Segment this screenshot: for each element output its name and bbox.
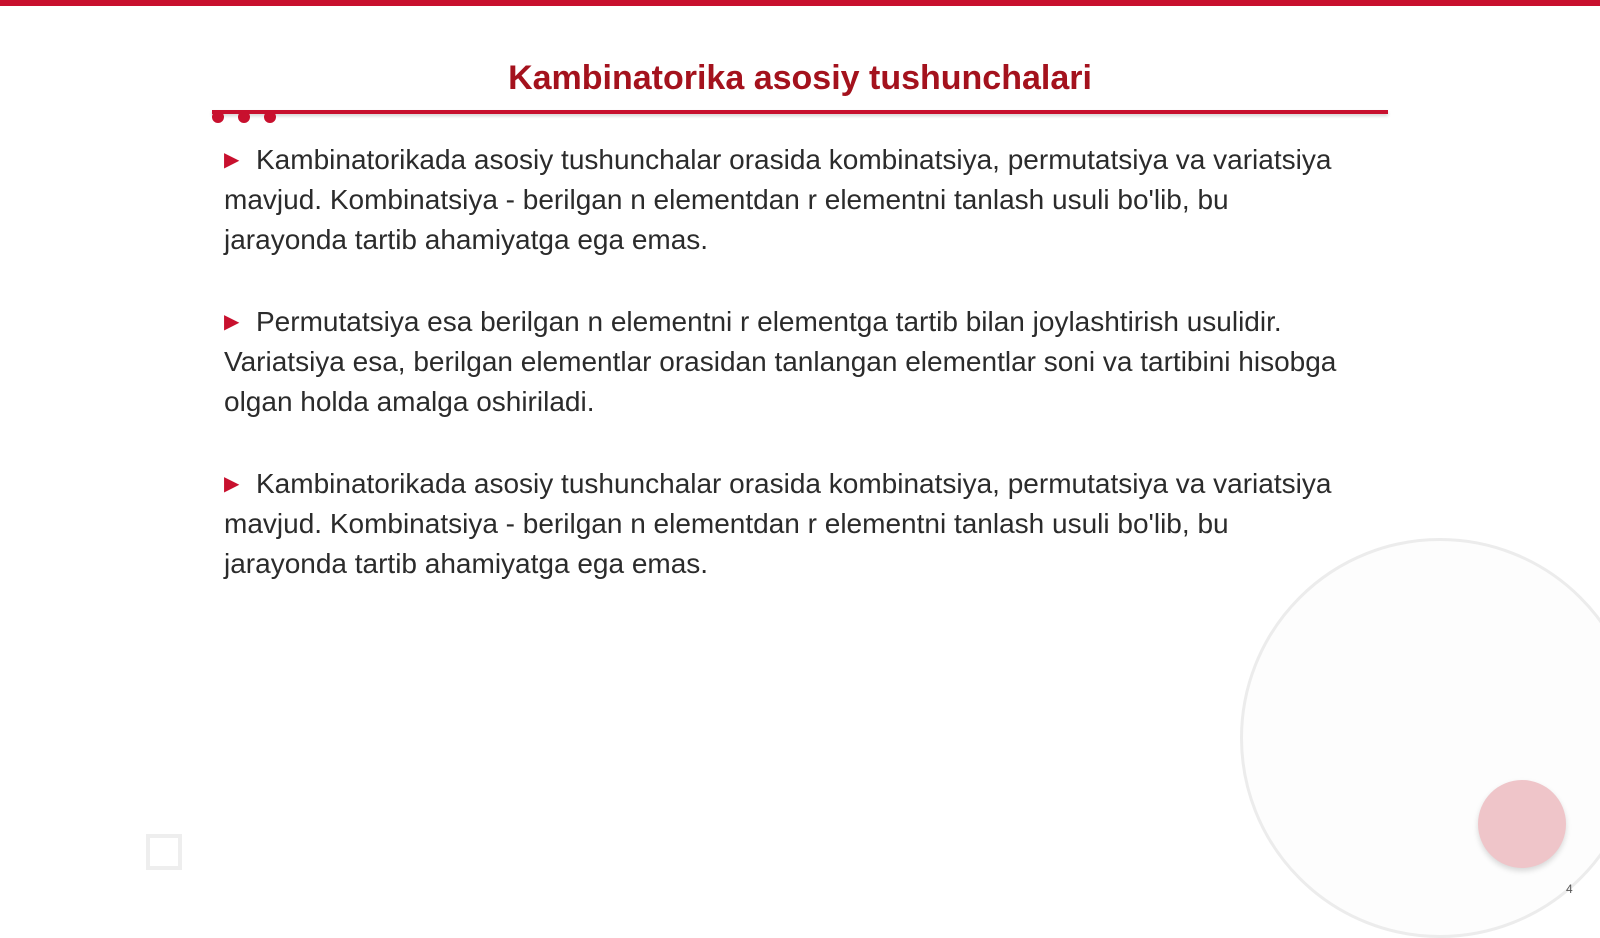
- bullet-text: Kambinatorikada asosiy tushunchalar orasida kombinatsiya, permutatsiya va variatsiya mavjud. Kombinatsiya - berilgan n elementdan r elementni tanlash usuli bo'lib, bu jarayonda tartib ahamiyatga ega emas.: [224, 144, 1332, 255]
- bullet-text: Permutatsiya esa berilgan n elementni r elementga tartib bilan joylashtirish usulidir. Variatsiya esa, berilgan elementlar orasidan tanlangan elementlar soni va tartibini hisobga olgan holda amalga oshiriladi.: [224, 306, 1337, 417]
- triangle-bullet-icon: ▶: [224, 149, 240, 171]
- triangle-bullet-icon: ▶: [224, 473, 240, 495]
- underline-dot: [212, 111, 224, 123]
- triangle-bullet-icon: ▶: [224, 311, 240, 333]
- decorative-circle: [1478, 780, 1566, 868]
- underline-dot: [264, 111, 276, 123]
- slide-content: [224, 140, 1344, 626]
- bullet-item: [224, 140, 1344, 260]
- underline-dot: [238, 111, 250, 123]
- top-accent-bar: [0, 0, 1600, 6]
- page-number: 4: [1566, 882, 1573, 896]
- bullet-text: Kambinatorikada asosiy tushunchalar orasida kombinatsiya, permutatsiya va variatsiya mavjud. Kombinatsiya - berilgan n elementdan r elementni tanlash usuli bo'lib, bu jarayonda tartib ahamiyatga ega emas.: [224, 468, 1332, 579]
- title-underline: [212, 110, 1388, 114]
- bullet-item: [224, 302, 1344, 422]
- bullet-item: [224, 464, 1344, 584]
- slide-title: Kambinatorika asosiy tushunchalari: [508, 59, 1092, 97]
- decorative-square: [146, 834, 182, 870]
